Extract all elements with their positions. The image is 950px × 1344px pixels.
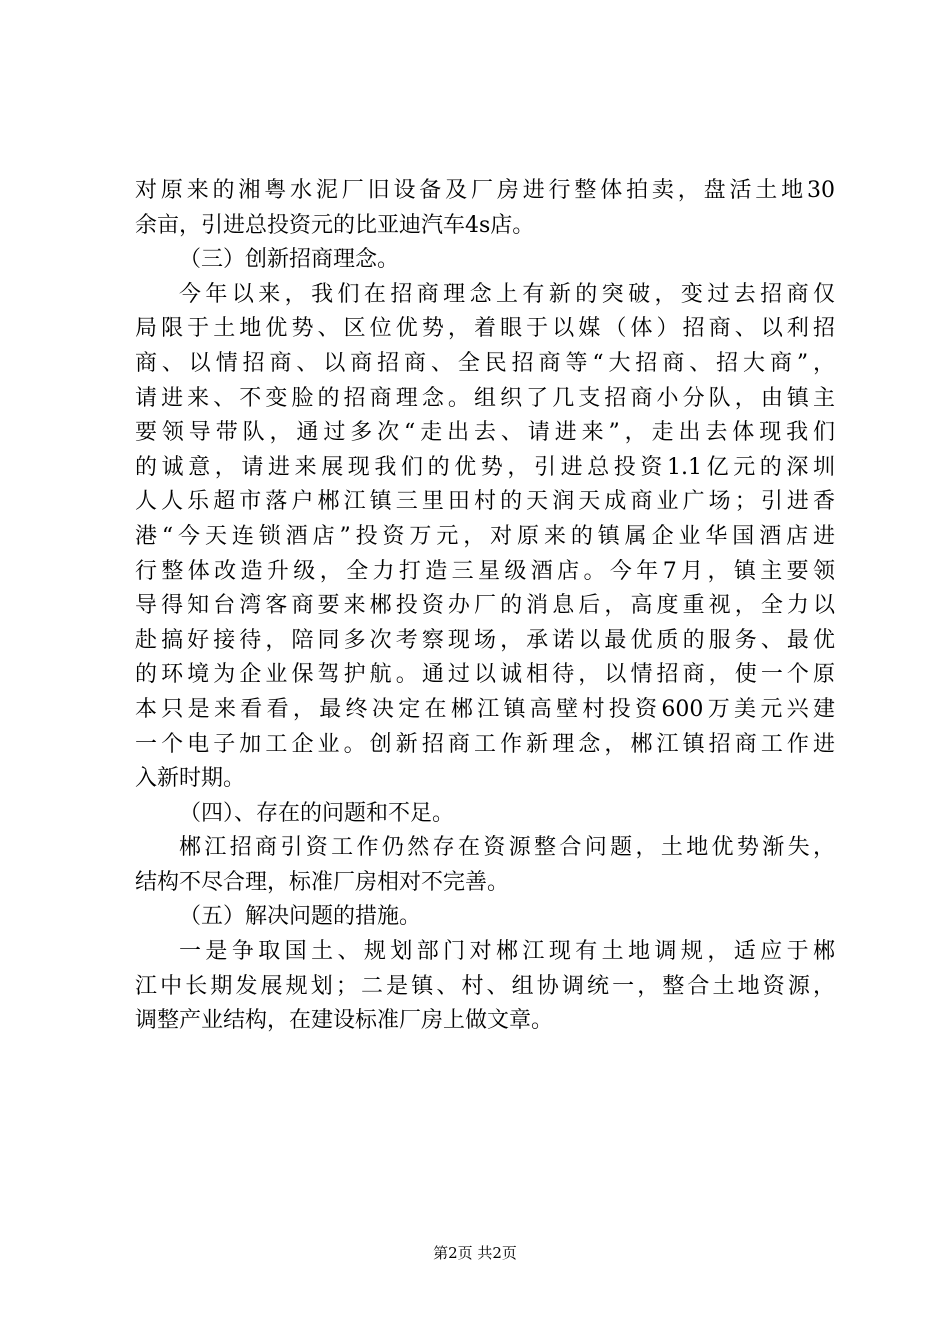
text-line: （四）、存在的问题和不足。	[179, 800, 455, 826]
text-line: 入新时期。	[135, 766, 246, 792]
text-line: 结构不尽合理，标准厂房相对不完善。	[135, 869, 510, 895]
text-line: 郴江招商引资工作仍然存在资源整合问题，土地优势渐失，	[179, 835, 835, 861]
text-line: 本只是来看看，最终决定在郴江镇高壁村投资600万美元兴建	[135, 696, 835, 722]
text-line: 要领导带队，通过多次“走出去、请进来”，走出去体现我们	[135, 420, 835, 446]
text-line: 局限于土地优势、区位优势，着眼于以媒（体）招商、以利招	[135, 316, 835, 342]
text-line: 行整体改造升级，全力打造三星级酒店。今年7月，镇主要领	[135, 558, 835, 584]
text-line: 的环境为企业保驾护航。通过以诚相待，以情招商，使一个原	[135, 662, 835, 688]
text-line: 今年以来，我们在招商理念上有新的突破，变过去招商仅	[179, 281, 835, 307]
text-line: 一是争取国土、规划部门对郴江现有土地调规，适应于郴	[179, 939, 835, 965]
text-line: 商、以情招商、以商招商、全民招商等“大招商、招大商”，	[135, 350, 835, 376]
text-line: 调整产业结构，在建设标准厂房上做文章。	[135, 1008, 554, 1034]
text-line: 赴搞好接待，陪同多次考察现场，承诺以最优质的服务、最优	[135, 627, 835, 653]
text-line: （五）解决问题的措施。	[179, 904, 422, 930]
text-line: （三）创新招商理念。	[179, 247, 400, 273]
document-body	[135, 174, 835, 1039]
text-line: 江中长期发展规划；二是镇、村、组协调统一，整合土地资源，	[135, 973, 835, 999]
text-line: 港“今天连锁酒店”投资万元，对原来的镇属企业华国酒店进	[135, 523, 835, 549]
text-line: 请进来、不变脸的招商理念。组织了几支招商小分队，由镇主	[135, 385, 835, 411]
text-line: 余亩，引进总投资元的比亚迪汽车4s店。	[135, 212, 535, 238]
page-footer: 第2页 共2页	[433, 1244, 517, 1262]
text-line: 导得知台湾客商要来郴投资办厂的消息后，高度重视，全力以	[135, 593, 835, 619]
text-line: 人人乐超市落户郴江镇三里田村的天润天成商业广场；引进香	[135, 489, 835, 515]
text-line: 的诚意，请进来展现我们的优势，引进总投资1.1亿元的深圳	[135, 454, 835, 480]
text-line: 一个电子加工企业。创新招商工作新理念，郴江镇招商工作进	[135, 731, 835, 757]
text-line: 对原来的湘粤水泥厂旧设备及厂房进行整体拍卖，盘活土地30	[135, 178, 835, 203]
